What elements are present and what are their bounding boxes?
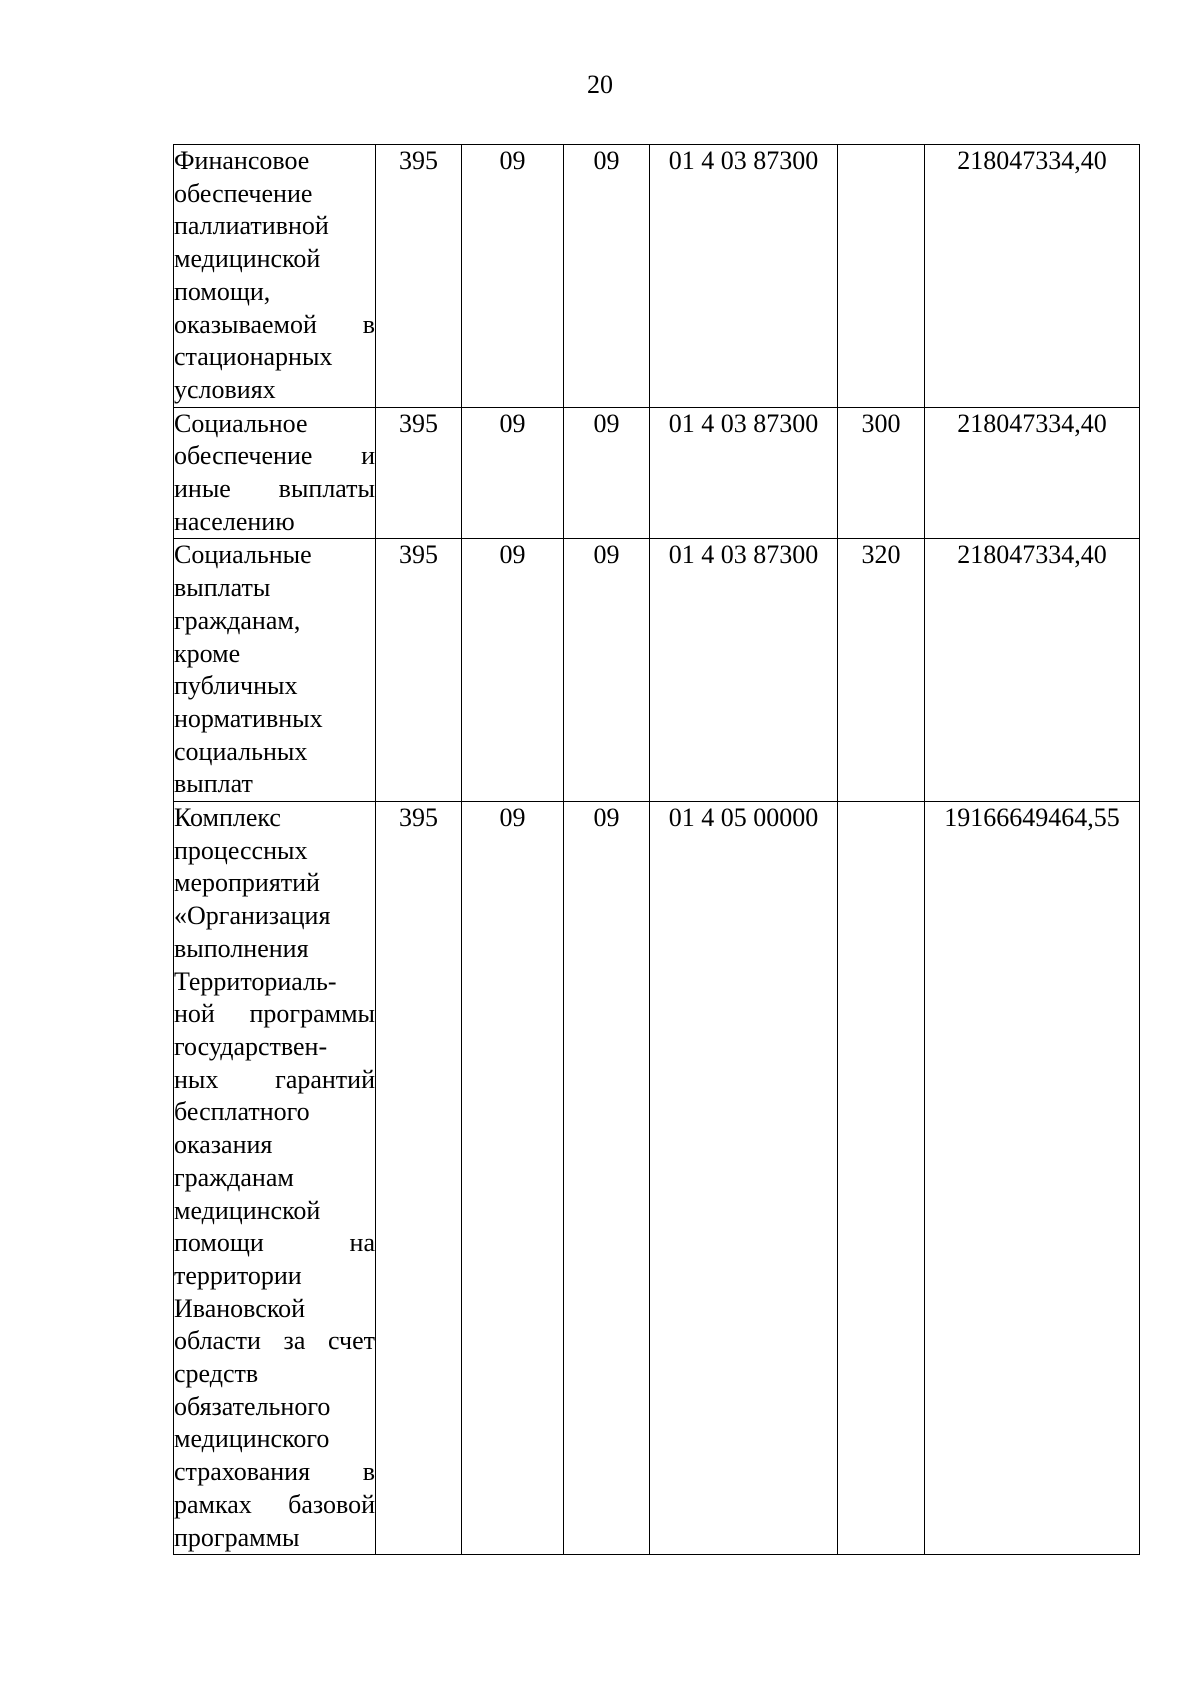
target-article-cell: 01 4 03 87300 <box>650 145 838 408</box>
expense-type-cell: 320 <box>838 539 925 802</box>
table-row <box>174 407 1140 539</box>
budget-table <box>173 144 1140 1555</box>
expense-name-line: выплаты <box>174 573 271 603</box>
subsection-code-cell: 09 <box>564 802 650 1555</box>
subsection-code-cell: 09 <box>564 407 650 539</box>
expense-name-line: обязательного <box>174 1391 331 1421</box>
page-number: 20 <box>587 70 613 99</box>
expense-name-line: гражданам, <box>174 605 301 635</box>
amount-cell: 19166649464,55 <box>925 802 1140 1555</box>
ministry-code-cell: 395 <box>376 407 462 539</box>
table-row <box>174 145 1140 408</box>
expense-name-cell <box>174 407 376 539</box>
expense-name-line: «Организация <box>174 901 331 931</box>
expense-name-line: социальных <box>174 736 308 766</box>
amount-cell: 218047334,40 <box>925 407 1140 539</box>
table-row <box>174 802 1140 1555</box>
section-code-cell: 09 <box>462 407 564 539</box>
ministry-code-cell: 395 <box>376 539 462 802</box>
expense-name-cell <box>174 802 376 1555</box>
expense-name-line: процессных <box>174 835 308 865</box>
target-article-cell: 01 4 03 87300 <box>650 539 838 802</box>
expense-name-line: ной программы <box>174 999 375 1029</box>
expense-name-cell <box>174 145 376 408</box>
expense-name-line: нормативных <box>174 703 323 733</box>
table-row <box>174 539 1140 802</box>
expense-name-line: бесплатного <box>174 1097 310 1127</box>
table-body <box>174 145 1140 1555</box>
expense-name-line: публичных <box>174 671 298 701</box>
expense-name-line: выполнения <box>174 933 309 963</box>
expense-name-line: условиях <box>174 374 276 404</box>
expense-name-line: оказания <box>174 1130 273 1160</box>
ministry-code-cell: 395 <box>376 802 462 1555</box>
expense-name-line: паллиативной <box>174 211 329 241</box>
expense-name-line: населению <box>174 506 295 536</box>
expense-name-line: территории <box>174 1260 302 1290</box>
expense-type-cell <box>838 802 925 1555</box>
expense-name-line: иные выплаты <box>174 474 375 504</box>
expense-name-line: рамках базовой <box>174 1489 375 1519</box>
expense-name-line: ных гарантий <box>174 1064 375 1094</box>
section-code-cell: 09 <box>462 802 564 1555</box>
expense-name-line: обеспечение и <box>174 441 375 471</box>
expense-name-cell <box>174 539 376 802</box>
target-article-cell: 01 4 05 00000 <box>650 802 838 1555</box>
expense-name-line: медицинской <box>174 244 321 274</box>
expense-name-line: гражданам <box>174 1162 294 1192</box>
expense-name-line: Социальное <box>174 408 308 438</box>
section-code-cell: 09 <box>462 145 564 408</box>
section-code-cell: 09 <box>462 539 564 802</box>
amount-cell: 218047334,40 <box>925 539 1140 802</box>
expense-name-line: медицинского <box>174 1424 330 1454</box>
ministry-code-cell: 395 <box>376 145 462 408</box>
expense-name-line: обеспечение <box>174 178 313 208</box>
expense-name-line: оказываемой в <box>174 309 375 339</box>
expense-type-cell: 300 <box>838 407 925 539</box>
expense-name-line: медицинской <box>174 1195 321 1225</box>
expense-name-line: помощи на <box>174 1228 375 1258</box>
expense-name-line: мероприятий <box>174 868 320 898</box>
expense-name-line: государствен- <box>174 1031 328 1061</box>
expense-name-line: страхования в <box>174 1457 375 1487</box>
expense-name-line: выплат <box>174 769 253 799</box>
expense-name-line: Социальные <box>174 540 312 570</box>
expense-name-line: программы <box>174 1522 300 1552</box>
amount-cell: 218047334,40 <box>925 145 1140 408</box>
expense-name-line: Финансовое <box>174 146 310 175</box>
expense-name-line: кроме <box>174 638 241 668</box>
subsection-code-cell: 09 <box>564 539 650 802</box>
subsection-code-cell: 09 <box>564 145 650 408</box>
expense-name-line: Территориаль- <box>174 966 337 996</box>
expense-type-cell <box>838 145 925 408</box>
expense-name-line: помощи, <box>174 276 271 306</box>
expense-name-line: стационарных <box>174 342 333 372</box>
expense-name-line: области за счет <box>174 1326 375 1356</box>
expense-name-line: средств <box>174 1359 259 1389</box>
expense-name-line: Комплекс <box>174 803 281 833</box>
expense-name-line: Ивановской <box>174 1293 306 1323</box>
target-article-cell: 01 4 03 87300 <box>650 407 838 539</box>
